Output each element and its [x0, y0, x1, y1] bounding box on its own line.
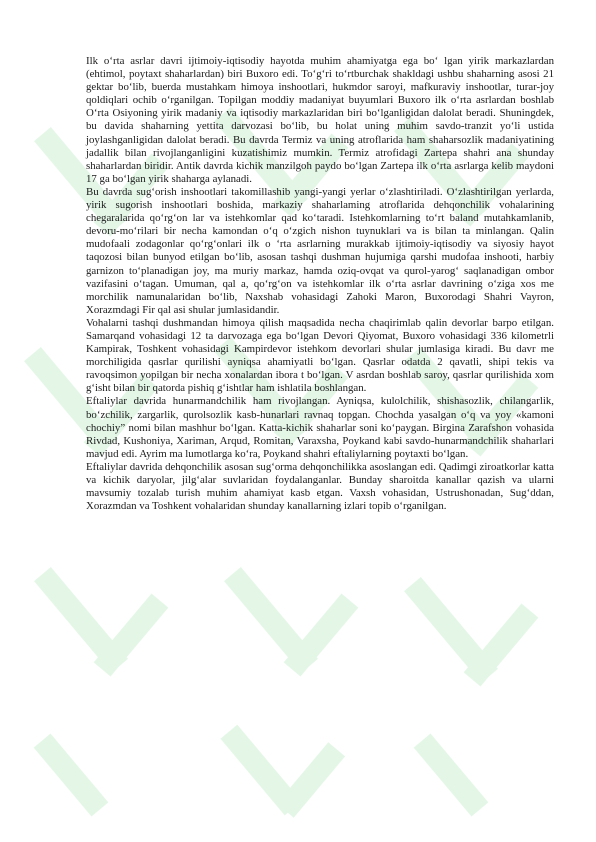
- paragraph: Eftaliylar davrida hunarmandchilik ham rivojlangan. Ayniqsa, kulolchilik, shishasozlik, chilangarlik, bo‘zchilik, zargarlik, qurolsozlik kasb-hunarlari ravnaq topgan. Chochda yasalgan o‘q va yoy «kamoni chochiy” nomi bilan mashhur bo‘lgan. Katta-kichik shaharlar soni ko‘paygan. Birgina Zarafshon vohasida Rivdad, Kushoniya, Xariman, Arqud, Romitan, Varaxsha, Poykand kabi savdo-hunarmandchilik shaharlari mavjud edi. Ayrim ma lumotlarga ko‘ra, Poykand shahri eftaliylarning poytaxti bo‘lgan.: [86, 395, 554, 460]
- body-text: [86, 55, 554, 513]
- paragraph: Eftaliylar davrida dehqonchilik asosan sug‘orma dehqonchilikka asoslangan edi. Qadimgi ziroatkorlar katta va kichik daryolar, jilg‘alar suvlaridan foydalanganlar. Bunday sharoitda kanallar qazish va ularni mavsumiy tozalab turish muhim ahamiyat kasb etgan. Vaxsh vohasidan, Ustrushonadan, Sug‘ddan, Xorazmdan va Toshkent vohalaridan shunday kanallarning izlari topib o‘rganilgan.: [86, 460, 554, 513]
- paragraph: Ilk o‘rta asrlar davri ijtimoiy-iqtisodiy hayotda muhim ahamiyatga ega bo‘ lgan yirik markazlardan (ehtimol, poytaxt shaharlardan) biri Buxoro edi. To‘g‘ri to‘rtburchak shakldagi ushbu shaharning asosi 21 gektar bo‘lib, buerda mustahkam himoya inshootlari, hukmdor saroyi, mafkuraviy inshootlar, turar-joy qoldiqlari ochib o‘rganilgan. Topilgan moddiy madaniyat buyumlari Buxoro ilk o‘rta asrlardan boshlab O‘rta Osiyoning yirik madaniy va iqtisodiy markazlaridan biri bo‘lganligidan dalolat beradi. Shuningdek, bu davida shaharning yettita darvozasi bo‘lib, bu holat uning muhim savdo-tranzit yo‘li ustida joylashganligidan dalolat beradi. Bu davrda Termiz va uning atroflarida ham shaharsozlik madaniyatining jadallik bilan rivojlanganligini kuzatishimiz mumkin. Termiz atrofidagi Zartepa shahri ana shunday shaharlardan biridir. Antik davrda kichik manzilgoh paydo bo‘lgan Zartepa ilk o‘rta asrlarga kelib maydoni 17 ga bo‘lgan yirik shaharga aylanadi.: [86, 55, 554, 185]
- paragraph: Vohalarni tashqi dushmandan himoya qilish maqsadida necha chaqirimlab qalin devorlar barpo etilgan. Samarqand vohasidagi 12 ta darvozaga ega bo‘lgan Devori Qiyomat, Buxoro vohasidagi 336 kilometrli Kampirak, Toshkent vohasidagi Kampirdevor istehkom devorlari shular jumlasiga kiradi. Bu davr me morchiligida qasrlar qurilishi ayniqsa ahamiyatli bo‘lgan. Qasrlar odatda 2 qavatli, shipi tekis va ravoqsimon yopilgan bir necha xonalardan ibora t bo‘lgan. V asrdan boshlab saroy, qasrlar qurilishida xom g‘isht bilan bir qatorda pishiq g‘ishtlar ham ishlatila boshlangan.: [86, 316, 554, 395]
- paragraph: Bu davrda sug‘orish inshootlari takomillashib yangi-yangi yerlar o‘zlashtiriladi. O‘zlashtirilgan yerlarda, yirik sugorish inshootlari boshida, markaziy shaharlaming atroflarida dehqonchilik vohalarining chegaralarida qo‘rg‘on lar va istehkomlar qad ko‘taradi. Istehkomlarning to‘rt baland mutahkamlanib, devoru-mo‘rilari bir necha kamondan o‘q o‘zgich nishon tuynuklari va is bilan ta minlangan. Qalin mudofaali zodagonlar qo‘rg‘onlari ilk o ‘rta asrlarning murakkab ijtimoiy-iqtisodiy va siyosiy hayot taqozosi bilan bunyod etilgan bo‘lib, asosan tashqi dushman hujumiga qarshi mudofaa inshooti, harbiy garnizon to‘planadigan joy, ma muriy markaz, hamda oziq-ovqat va qurol-yarog‘ saqlanadigan ombor vazifasini o‘tagan. Umuman, qal a, qo‘rg‘on va istehkomlar ilk o‘rta asrlar davrining o‘ziga xos me morchilik namunalaridan bo‘lib, Naxshab vohasidagi Zahoki Maron, Buxorodagi Shahri Vayron, Xorazmdagi Fir qal asi shular jumlasidandir.: [86, 185, 554, 316]
